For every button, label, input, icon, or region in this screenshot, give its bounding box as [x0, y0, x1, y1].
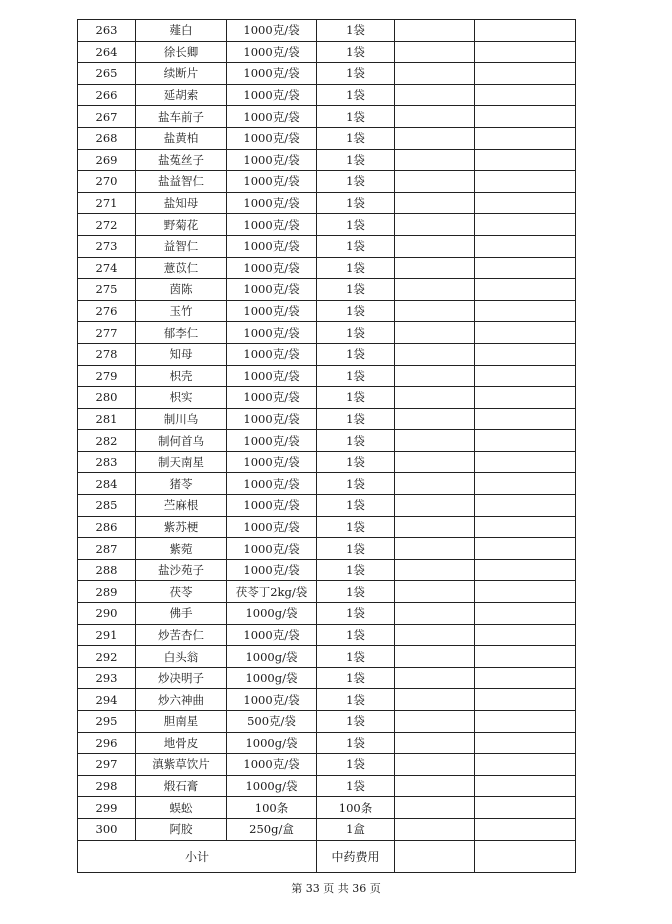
- medicine-name-cell: 益智仁: [136, 235, 227, 257]
- empty-cell: [395, 20, 475, 42]
- row-number-cell: 267: [78, 106, 136, 128]
- empty-cell: [475, 754, 576, 776]
- empty-cell: [475, 149, 576, 171]
- table-row: [78, 365, 576, 387]
- package-spec-cell: 500克/袋: [227, 711, 317, 733]
- empty-cell: [395, 41, 475, 63]
- empty-cell: [475, 559, 576, 581]
- empty-cell: [395, 775, 475, 797]
- package-spec-cell: 1000克/袋: [227, 387, 317, 409]
- empty-cell: [395, 300, 475, 322]
- quantity-cell: 1袋: [317, 387, 395, 409]
- quantity-cell: 1袋: [317, 473, 395, 495]
- row-number-cell: 272: [78, 214, 136, 236]
- empty-cell: [395, 451, 475, 473]
- empty-cell: [395, 279, 475, 301]
- medicine-name-cell: 盐沙苑子: [136, 559, 227, 581]
- table-row: [78, 732, 576, 754]
- table-row: [78, 646, 576, 668]
- empty-cell: [395, 171, 475, 193]
- quantity-cell: 1袋: [317, 84, 395, 106]
- row-number-cell: 285: [78, 495, 136, 517]
- medicine-name-cell: 盐知母: [136, 192, 227, 214]
- empty-cell: [395, 818, 475, 840]
- table-row: [78, 106, 576, 128]
- row-number-cell: 282: [78, 430, 136, 452]
- empty-cell: [395, 559, 475, 581]
- package-spec-cell: 1000克/袋: [227, 84, 317, 106]
- package-spec-cell: 1000克/袋: [227, 257, 317, 279]
- package-spec-cell: 1000克/袋: [227, 192, 317, 214]
- row-number-cell: 284: [78, 473, 136, 495]
- empty-cell: [395, 516, 475, 538]
- empty-cell: [475, 171, 576, 193]
- empty-cell: [395, 646, 475, 668]
- medicine-name-cell: 盐菟丝子: [136, 149, 227, 171]
- package-spec-cell: 1000克/袋: [227, 106, 317, 128]
- package-spec-cell: 茯苓丁2kg/袋: [227, 581, 317, 603]
- quantity-cell: 1袋: [317, 235, 395, 257]
- empty-cell: [395, 667, 475, 689]
- empty-cell: [475, 387, 576, 409]
- empty-cell: [475, 279, 576, 301]
- page-footer: 第 33 页 共 36 页: [291, 882, 381, 895]
- medicine-name-cell: 蜈蚣: [136, 797, 227, 819]
- empty-cell: [395, 257, 475, 279]
- quantity-cell: 1袋: [317, 689, 395, 711]
- empty-cell: [395, 343, 475, 365]
- empty-cell: [475, 408, 576, 430]
- row-number-cell: 274: [78, 257, 136, 279]
- package-spec-cell: 1000g/袋: [227, 646, 317, 668]
- package-spec-cell: 1000克/袋: [227, 235, 317, 257]
- row-number-cell: 273: [78, 235, 136, 257]
- row-number-cell: 280: [78, 387, 136, 409]
- empty-cell: [475, 797, 576, 819]
- medicine-name-cell: 炒苦杏仁: [136, 624, 227, 646]
- quantity-cell: 1袋: [317, 365, 395, 387]
- medicine-name-cell: 制天南星: [136, 451, 227, 473]
- empty-cell: [475, 451, 576, 473]
- row-number-cell: 297: [78, 754, 136, 776]
- empty-cell: [475, 343, 576, 365]
- subtotal-empty-cell: [475, 840, 576, 872]
- empty-cell: [475, 775, 576, 797]
- medicine-name-cell: 枳壳: [136, 365, 227, 387]
- medicine-name-cell: 白头翁: [136, 646, 227, 668]
- row-number-cell: 277: [78, 322, 136, 344]
- table-row: [78, 667, 576, 689]
- table-row: [78, 689, 576, 711]
- empty-cell: [395, 430, 475, 452]
- row-number-cell: 288: [78, 559, 136, 581]
- package-spec-cell: 1000克/袋: [227, 538, 317, 560]
- quantity-cell: 1袋: [317, 754, 395, 776]
- empty-cell: [395, 689, 475, 711]
- package-spec-cell: 250g/盒: [227, 818, 317, 840]
- empty-cell: [395, 106, 475, 128]
- package-spec-cell: 1000克/袋: [227, 408, 317, 430]
- empty-cell: [475, 667, 576, 689]
- medicine-name-cell: 佛手: [136, 603, 227, 625]
- empty-cell: [475, 711, 576, 733]
- row-number-cell: 290: [78, 603, 136, 625]
- table-row: [78, 84, 576, 106]
- row-number-cell: 295: [78, 711, 136, 733]
- row-number-cell: 300: [78, 818, 136, 840]
- medicine-name-cell: 茵陈: [136, 279, 227, 301]
- table-row: [78, 192, 576, 214]
- empty-cell: [475, 127, 576, 149]
- package-spec-cell: 1000克/袋: [227, 279, 317, 301]
- empty-cell: [395, 127, 475, 149]
- quantity-cell: 1袋: [317, 171, 395, 193]
- medicine-name-cell: 野菊花: [136, 214, 227, 236]
- package-spec-cell: 1000克/袋: [227, 322, 317, 344]
- quantity-cell: 1袋: [317, 214, 395, 236]
- empty-cell: [395, 473, 475, 495]
- table-row: [78, 408, 576, 430]
- empty-cell: [395, 235, 475, 257]
- empty-cell: [475, 581, 576, 603]
- quantity-cell: 1袋: [317, 581, 395, 603]
- quantity-cell: 1袋: [317, 711, 395, 733]
- medicine-name-cell: 盐益智仁: [136, 171, 227, 193]
- medicine-name-cell: 阿胶: [136, 818, 227, 840]
- row-number-cell: 276: [78, 300, 136, 322]
- medicine-name-cell: 紫菀: [136, 538, 227, 560]
- table-row: [78, 603, 576, 625]
- row-number-cell: 279: [78, 365, 136, 387]
- row-number-cell: 298: [78, 775, 136, 797]
- quantity-cell: 1袋: [317, 192, 395, 214]
- table-row: [78, 387, 576, 409]
- empty-cell: [395, 603, 475, 625]
- medicine-name-cell: 枳实: [136, 387, 227, 409]
- package-spec-cell: 1000克/袋: [227, 559, 317, 581]
- empty-cell: [395, 365, 475, 387]
- quantity-cell: 1袋: [317, 430, 395, 452]
- quantity-cell: 1袋: [317, 149, 395, 171]
- empty-cell: [475, 257, 576, 279]
- empty-cell: [395, 581, 475, 603]
- empty-cell: [395, 408, 475, 430]
- package-spec-cell: 1000g/袋: [227, 732, 317, 754]
- subtotal-label: 小计: [78, 840, 317, 872]
- quantity-cell: 1袋: [317, 127, 395, 149]
- medicine-name-cell: 徐长卿: [136, 41, 227, 63]
- package-spec-cell: 1000克/袋: [227, 41, 317, 63]
- empty-cell: [395, 624, 475, 646]
- empty-cell: [395, 495, 475, 517]
- empty-cell: [395, 322, 475, 344]
- empty-cell: [395, 387, 475, 409]
- quantity-cell: 100条: [317, 797, 395, 819]
- package-spec-cell: 1000克/袋: [227, 495, 317, 517]
- package-spec-cell: 1000克/袋: [227, 63, 317, 85]
- table-row: [78, 516, 576, 538]
- package-spec-cell: 1000克/袋: [227, 343, 317, 365]
- empty-cell: [475, 689, 576, 711]
- empty-cell: [475, 300, 576, 322]
- package-spec-cell: 1000g/袋: [227, 603, 317, 625]
- row-number-cell: 269: [78, 149, 136, 171]
- package-spec-cell: 1000克/袋: [227, 451, 317, 473]
- quantity-cell: 1袋: [317, 41, 395, 63]
- table-row: [78, 149, 576, 171]
- empty-cell: [475, 516, 576, 538]
- row-number-cell: 264: [78, 41, 136, 63]
- table-row: [78, 279, 576, 301]
- package-spec-cell: 1000克/袋: [227, 473, 317, 495]
- empty-cell: [475, 106, 576, 128]
- quantity-cell: 1袋: [317, 20, 395, 42]
- quantity-cell: 1袋: [317, 106, 395, 128]
- empty-cell: [475, 84, 576, 106]
- quantity-cell: 1袋: [317, 732, 395, 754]
- medicine-name-cell: 胆南星: [136, 711, 227, 733]
- quantity-cell: 1袋: [317, 279, 395, 301]
- empty-cell: [475, 473, 576, 495]
- quantity-cell: 1袋: [317, 300, 395, 322]
- table-body: [78, 20, 576, 841]
- row-number-cell: 265: [78, 63, 136, 85]
- package-spec-cell: 1000克/袋: [227, 365, 317, 387]
- table-row: [78, 41, 576, 63]
- table-row: [78, 754, 576, 776]
- table-row: [78, 818, 576, 840]
- quantity-cell: 1袋: [317, 603, 395, 625]
- row-number-cell: 263: [78, 20, 136, 42]
- package-spec-cell: 1000克/袋: [227, 300, 317, 322]
- row-number-cell: 271: [78, 192, 136, 214]
- table-row: [78, 451, 576, 473]
- quantity-cell: 1袋: [317, 667, 395, 689]
- empty-cell: [395, 797, 475, 819]
- medicine-name-cell: 炒六神曲: [136, 689, 227, 711]
- row-number-cell: 286: [78, 516, 136, 538]
- package-spec-cell: 1000克/袋: [227, 149, 317, 171]
- medicine-name-cell: 茯苓: [136, 581, 227, 603]
- medicine-name-cell: 苎麻根: [136, 495, 227, 517]
- package-spec-cell: 1000克/袋: [227, 20, 317, 42]
- medicine-name-cell: 知母: [136, 343, 227, 365]
- package-spec-cell: 1000克/袋: [227, 214, 317, 236]
- medicine-name-cell: 滇紫草饮片: [136, 754, 227, 776]
- row-number-cell: 287: [78, 538, 136, 560]
- row-number-cell: 278: [78, 343, 136, 365]
- package-spec-cell: 1000克/袋: [227, 754, 317, 776]
- row-number-cell: 299: [78, 797, 136, 819]
- table-row: [78, 797, 576, 819]
- medicine-name-cell: 薏苡仁: [136, 257, 227, 279]
- table-row: [78, 171, 576, 193]
- medicine-name-cell: 猪苓: [136, 473, 227, 495]
- package-spec-cell: 1000克/袋: [227, 430, 317, 452]
- row-number-cell: 270: [78, 171, 136, 193]
- table-row: [78, 257, 576, 279]
- medicine-name-cell: 盐车前子: [136, 106, 227, 128]
- empty-cell: [475, 192, 576, 214]
- row-number-cell: 291: [78, 624, 136, 646]
- empty-cell: [395, 192, 475, 214]
- table-row: [78, 235, 576, 257]
- package-spec-cell: 1000克/袋: [227, 171, 317, 193]
- quantity-cell: 1袋: [317, 775, 395, 797]
- subtotal-empty-cell: [395, 840, 475, 872]
- empty-cell: [475, 430, 576, 452]
- row-number-cell: 289: [78, 581, 136, 603]
- package-spec-cell: 1000g/袋: [227, 667, 317, 689]
- table-row: [78, 711, 576, 733]
- medicine-name-cell: 制川乌: [136, 408, 227, 430]
- package-spec-cell: 100条: [227, 797, 317, 819]
- medicine-name-cell: 地骨皮: [136, 732, 227, 754]
- quantity-cell: 1袋: [317, 322, 395, 344]
- table-row: [78, 473, 576, 495]
- empty-cell: [475, 214, 576, 236]
- package-spec-cell: 1000g/袋: [227, 775, 317, 797]
- quantity-cell: 1袋: [317, 451, 395, 473]
- package-spec-cell: 1000克/袋: [227, 127, 317, 149]
- table-row: [78, 63, 576, 85]
- medicine-name-cell: 煅石膏: [136, 775, 227, 797]
- quantity-cell: 1袋: [317, 63, 395, 85]
- medicine-name-cell: 紫苏梗: [136, 516, 227, 538]
- empty-cell: [475, 365, 576, 387]
- medicine-name-cell: 薤白: [136, 20, 227, 42]
- empty-cell: [395, 711, 475, 733]
- row-number-cell: 266: [78, 84, 136, 106]
- empty-cell: [395, 754, 475, 776]
- row-number-cell: 292: [78, 646, 136, 668]
- table-row: [78, 127, 576, 149]
- empty-cell: [475, 624, 576, 646]
- medicine-name-cell: 炒决明子: [136, 667, 227, 689]
- table-row: [78, 20, 576, 42]
- empty-cell: [395, 214, 475, 236]
- row-number-cell: 293: [78, 667, 136, 689]
- empty-cell: [475, 538, 576, 560]
- empty-cell: [475, 495, 576, 517]
- table-row: [78, 495, 576, 517]
- table-row: [78, 624, 576, 646]
- quantity-cell: 1袋: [317, 624, 395, 646]
- quantity-cell: 1盒: [317, 818, 395, 840]
- table-row: [78, 322, 576, 344]
- empty-cell: [475, 20, 576, 42]
- row-number-cell: 281: [78, 408, 136, 430]
- empty-cell: [475, 646, 576, 668]
- medicine-name-cell: 延胡索: [136, 84, 227, 106]
- empty-cell: [395, 538, 475, 560]
- subtotal-fee-label: 中药费用: [317, 840, 395, 872]
- table-row: [78, 538, 576, 560]
- medicine-name-cell: 续断片: [136, 63, 227, 85]
- medicine-table: [77, 19, 576, 873]
- medicine-name-cell: 制何首乌: [136, 430, 227, 452]
- medicine-name-cell: 玉竹: [136, 300, 227, 322]
- table-row: [78, 214, 576, 236]
- empty-cell: [475, 322, 576, 344]
- quantity-cell: 1袋: [317, 408, 395, 430]
- empty-cell: [475, 235, 576, 257]
- empty-cell: [475, 818, 576, 840]
- package-spec-cell: 1000克/袋: [227, 689, 317, 711]
- empty-cell: [395, 149, 475, 171]
- quantity-cell: 1袋: [317, 646, 395, 668]
- quantity-cell: 1袋: [317, 538, 395, 560]
- row-number-cell: 283: [78, 451, 136, 473]
- row-number-cell: 294: [78, 689, 136, 711]
- quantity-cell: 1袋: [317, 516, 395, 538]
- subtotal-row: [78, 840, 576, 872]
- quantity-cell: 1袋: [317, 495, 395, 517]
- package-spec-cell: 1000克/袋: [227, 624, 317, 646]
- quantity-cell: 1袋: [317, 257, 395, 279]
- empty-cell: [395, 84, 475, 106]
- row-number-cell: 296: [78, 732, 136, 754]
- table-row: [78, 559, 576, 581]
- empty-cell: [395, 63, 475, 85]
- table-row: [78, 430, 576, 452]
- quantity-cell: 1袋: [317, 343, 395, 365]
- table-row: [78, 300, 576, 322]
- table-row: [78, 775, 576, 797]
- medicine-name-cell: 郁李仁: [136, 322, 227, 344]
- table-row: [78, 581, 576, 603]
- empty-cell: [475, 603, 576, 625]
- package-spec-cell: 1000克/袋: [227, 516, 317, 538]
- empty-cell: [475, 63, 576, 85]
- empty-cell: [475, 732, 576, 754]
- quantity-cell: 1袋: [317, 559, 395, 581]
- row-number-cell: 268: [78, 127, 136, 149]
- empty-cell: [395, 732, 475, 754]
- empty-cell: [475, 41, 576, 63]
- table-row: [78, 343, 576, 365]
- row-number-cell: 275: [78, 279, 136, 301]
- medicine-name-cell: 盐黄柏: [136, 127, 227, 149]
